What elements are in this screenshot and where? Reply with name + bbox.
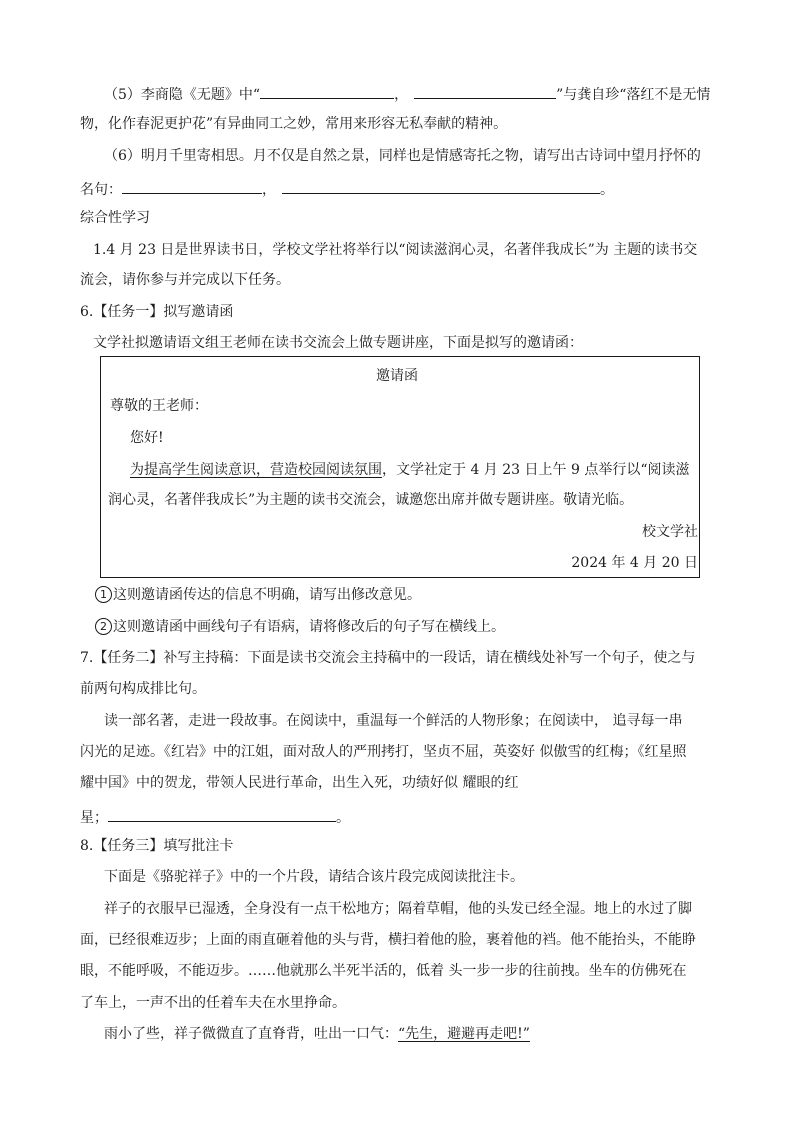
section-title: 综合性学习 — [80, 210, 150, 226]
q5-line2: 物，化作春泥更护花”有异曲同工之妙，常用来形容无私奉献的精神。 — [80, 116, 508, 132]
excerpt-underlined-quote: “先生，避避再走吧!” — [398, 1026, 530, 1042]
task1-item1-text: 这则邀请函传达的信息不明确，请写出修改意见。 — [113, 587, 421, 603]
letter-body-line1 — [130, 460, 690, 480]
task2-paragraph-line2: 闪光的足迹。《红岩》中的江姐，面对敌人的严刑拷打，坚贞不屈，英姿好 似傲雪的红梅；《红星照 — [80, 744, 687, 760]
task2-answer-blank[interactable] — [108, 805, 336, 822]
intro-line1: 1.4 月 23 日是世界读书日，学校文学社将举行以“阅读滋润心灵，名著伴我成长”为 主题的读书交 — [93, 242, 698, 258]
task1-item2-text: 这则邀请函中画线句子有语病，请将修改后的句子写在横线上。 — [113, 619, 505, 635]
intro-line2: 流会，请你参与并完成以下任务。 — [80, 272, 290, 288]
excerpt-line4: 了车上，一声不出的任着车夫在水里挣命。 — [80, 995, 346, 1011]
task2-star-text: 星； — [80, 810, 108, 826]
circled-number-2: 2 — [95, 618, 112, 635]
task2-title-line2: 前两句构成排比句。 — [80, 681, 206, 697]
excerpt-line1: 祥子的衣服早已湿透，全身没有一点干松地方；隔着草帽，他的头发已经全湿。地上的水过了脚 — [104, 901, 692, 917]
q6-text-b: ， — [262, 182, 276, 198]
q6-line1: （6）明月千里寄相思。月不仅是自然之景，同样也是情感寄托之物，请写出古诗词中望月抒怀的 — [104, 148, 701, 164]
q6-text-c: 。 — [600, 182, 614, 198]
letter-signature: 校文学社 — [642, 524, 698, 540]
q6-text-a: 名句： — [80, 182, 122, 198]
q5-blank-1[interactable] — [260, 82, 394, 99]
task3-title: 8.【任务三】填写批注卡 — [80, 838, 234, 854]
letter-date: 2024 年 4 月 20 日 — [571, 555, 698, 571]
letter-body-line2: 润心灵，名著伴我成长”为主题的读书交流会，诚邀您出席并做专题讲座。敬请光临。 — [108, 492, 634, 508]
task2-period: 。 — [336, 810, 350, 826]
q6-blank-2[interactable] — [282, 177, 600, 194]
letter-greeting: 您好! — [130, 430, 164, 446]
task1-title: 6.【任务一】拟写邀请函 — [80, 304, 234, 320]
q5-text-a: （5）李商隐《无题》中“ — [104, 87, 261, 103]
task2-paragraph-line4 — [80, 805, 350, 828]
q5-text-c: ”与龚自珍“落红不是无情 — [556, 87, 711, 103]
letter-underlined-sentence: 为提高学生阅读意识，营造校园阅读氛围 — [130, 462, 382, 478]
task1-item2 — [95, 617, 505, 637]
letter-body-rest: ，文学社定于 4 月 23 日上午 9 点举行以“阅读滋 — [382, 462, 690, 478]
letter-salutation: 尊敬的王老师： — [110, 398, 208, 414]
task2-title-line1: 7.【任务二】补写主持稿：下面是读书交流会主持稿中的一段话，请在横线处补写一个句子，使之与 — [80, 650, 696, 666]
q6-blank-1[interactable] — [122, 177, 262, 194]
task1-desc: 文学社拟邀请语文组王老师在读书交流会上做专题讲座，下面是拟写的邀请函： — [93, 335, 583, 351]
excerpt-line2: 面，已经很难迈步；上面的雨直砸着他的头与背，横扫着他的脸，裹着他的裆。他不能抬头，不能睁 — [80, 932, 696, 948]
task2-paragraph-line1: 读一部名著，走进一段故事。在阅读中，重温每一个鲜活的人物形象；在阅读中， 追寻每一串 — [104, 713, 683, 729]
excerpt-narration: 雨小了些，祥子微微直了直脊背，吐出一口气： — [104, 1026, 398, 1042]
excerpt-line3: 眼，不能呼吸，不能迈步。……他就那么半死半活的，低着 头一步一步的往前拽。坐车的仿佛死在 — [80, 963, 687, 979]
task1-item1 — [95, 585, 421, 605]
q5-text-b: ， — [394, 87, 409, 103]
q6-line2 — [80, 177, 614, 200]
letter-heading: 邀请函 — [376, 368, 418, 384]
q5-blank-2[interactable] — [414, 82, 556, 99]
task2-paragraph-line3: 耀中国》中的贺龙，带领人民进行革命，出生入死，功绩好似 耀眼的红 — [80, 775, 519, 791]
excerpt-line5 — [104, 1024, 530, 1044]
circled-number-1: 1 — [95, 586, 112, 603]
task3-desc: 下面是《骆驼祥子》中的一个片段，请结合该片段完成阅读批注卡。 — [104, 869, 524, 885]
q5-line1 — [104, 82, 710, 105]
